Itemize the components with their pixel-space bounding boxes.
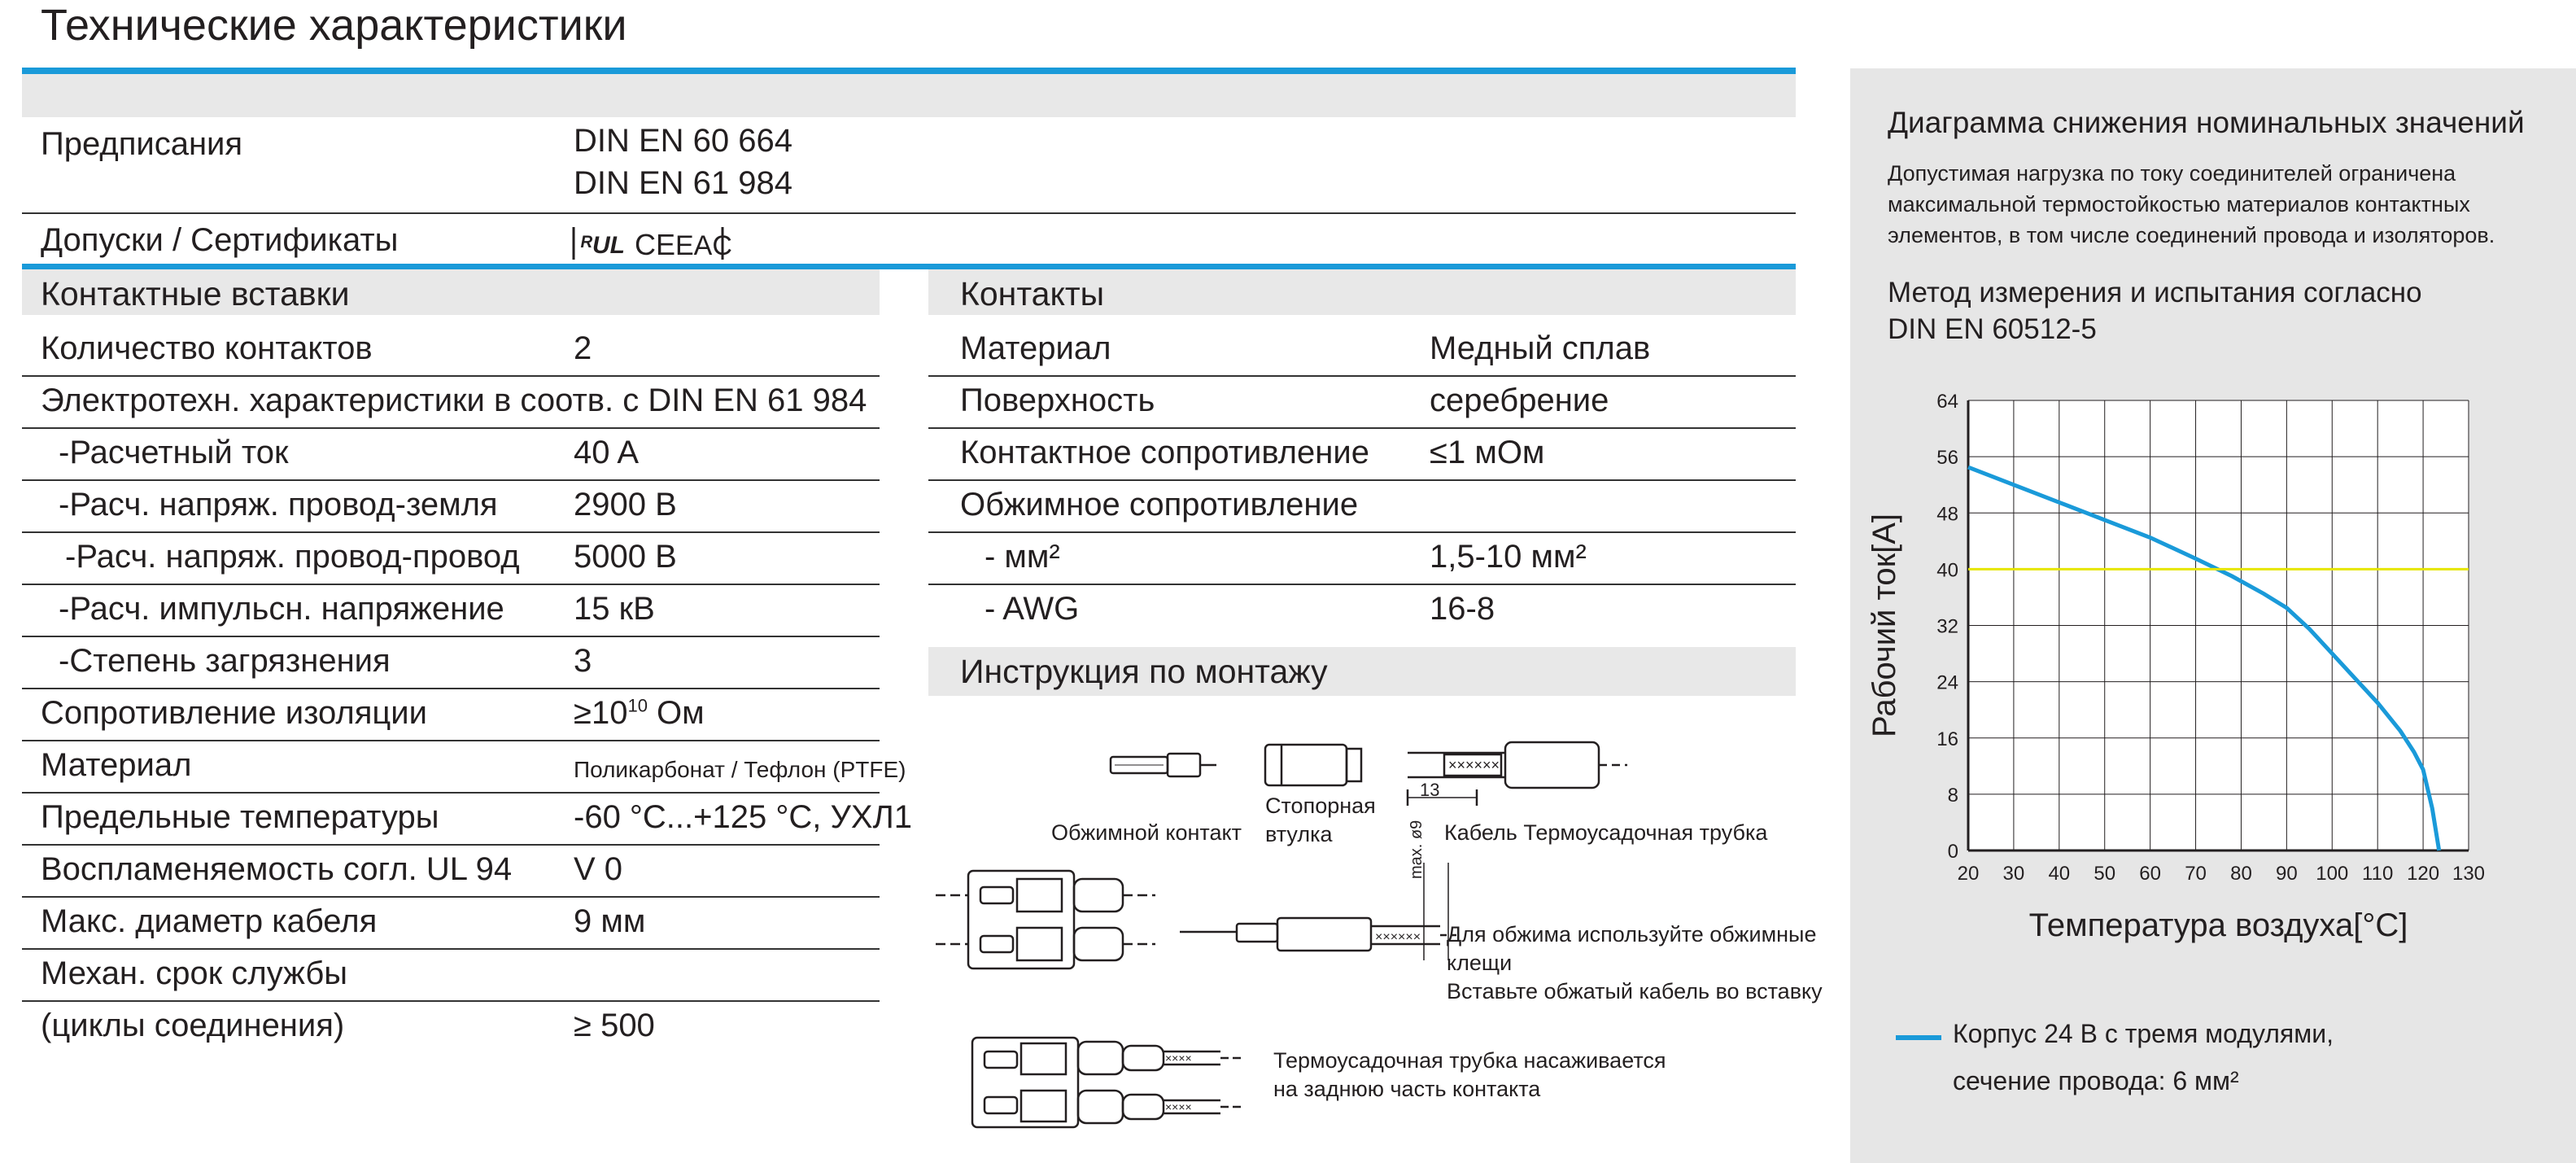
divider: [22, 688, 880, 689]
y-axis-label: Рабочий ток[A]: [1867, 513, 1902, 738]
inserts-value-10: V 0: [574, 851, 623, 887]
legend-text-2: сечение провода: 6 мм²: [1953, 1066, 2239, 1095]
label-crimp-hint-3: Вставьте обжатый кабель во вставку: [1447, 979, 1823, 1003]
cable-tube-icon: [1408, 742, 1627, 806]
divider: [22, 896, 880, 898]
svg-text:ᴿUL: ᴿUL: [579, 232, 625, 259]
connector-insert-icon: [936, 871, 1155, 968]
svg-text:CE: CE: [635, 228, 676, 261]
divider: [22, 1000, 880, 1002]
x-tick-label: 20: [1957, 863, 1980, 885]
derating-chart: [1850, 374, 2576, 960]
x-tick-label: 30: [2002, 863, 2025, 885]
inserts-label-8: Материал: [41, 747, 192, 783]
label-crimp-hint-1: Для обжима используйте обжимные: [1447, 922, 1817, 947]
inserts-value-9: -60 °C...+125 °C, УХЛ1: [574, 799, 913, 835]
divider: [928, 584, 1796, 585]
inserts-label-12: Механ. срок службы: [41, 955, 348, 991]
inserts-label-4: -Расч. напряж. провод-провод: [65, 539, 520, 575]
x-tick-label: 130: [2452, 863, 2486, 885]
inserts-label-5: -Расч. импульсн. напряжение: [59, 591, 504, 627]
derating-method-2: DIN EN 60512-5: [1888, 313, 2097, 345]
x-tick-label: 120: [2407, 863, 2440, 885]
inserts-value-8: Поликарбонат / Тефлон (PTFE): [574, 757, 906, 782]
stop-sleeve-icon: [1265, 745, 1361, 785]
inserts-label-6: -Степень загрязнения: [59, 643, 391, 679]
divider: [22, 531, 880, 533]
page-title: Технические характеристики: [41, 1, 627, 50]
y-tick-label: 16: [1936, 728, 1958, 750]
regulations-value-1: DIN EN 60 664: [574, 123, 793, 159]
y-tick-label: 56: [1936, 447, 1958, 470]
label-dim-13: 13: [1420, 780, 1440, 800]
x-tick-label: 90: [2276, 863, 2298, 885]
y-tick-label: 8: [1947, 784, 1958, 807]
y-tick-label: 40: [1936, 559, 1958, 582]
divider: [22, 844, 880, 846]
divider: [22, 375, 880, 377]
mounting-heading: Инструкция по монтажу: [960, 653, 1328, 690]
inserts-label-1: Электротехн. характеристики в соотв. с DIN EN 61 984: [41, 383, 867, 418]
divider: [22, 792, 880, 794]
label-crimp-hint-2: клещи: [1447, 951, 1513, 975]
legend-text-1: Корпус 24 B с тремя модулями,: [1953, 1019, 2334, 1048]
inserts-label-0: Количество контактов: [41, 330, 373, 366]
svg-text:××××××: ××××××: [1375, 930, 1421, 944]
svg-text:××××: ××××: [1165, 1100, 1192, 1113]
contacts-label-1: Поверхность: [960, 383, 1155, 418]
x-tick-label: 40: [2048, 863, 2071, 885]
label-stop-sleeve-2: втулка: [1265, 822, 1333, 846]
crimp-contact-icon: [1111, 754, 1216, 776]
derating-method-1: Метод измерения и испытания согласно: [1888, 277, 2422, 308]
inserts-value-11: 9 мм: [574, 903, 646, 939]
inserts-value-5: 15 кВ: [574, 591, 655, 627]
legend-line-icon: [1896, 1035, 1941, 1040]
y-tick-label: 48: [1936, 503, 1958, 526]
label-dim-max: max. ø9: [1408, 820, 1426, 879]
inserts-label-2: -Расчетный ток: [59, 435, 289, 470]
contacts-label-4: - мм²: [985, 539, 1060, 575]
y-tick-label: 0: [1947, 841, 1958, 863]
divider: [22, 740, 880, 741]
divider: [22, 427, 880, 429]
derating-desc-3: элементов, в том числе соединений провода и изоляторов.: [1888, 223, 2495, 247]
divider: [22, 636, 880, 637]
inserts-value-2: 40 A: [574, 435, 640, 470]
certification-logos: [571, 224, 732, 263]
contacts-label-2: Контактное сопротивление: [960, 435, 1369, 470]
x-tick-label: 50: [2094, 863, 2116, 885]
svg-text:××××: ××××: [1165, 1052, 1192, 1065]
contacts-value-2: ≤1 мОм: [1430, 435, 1545, 470]
derating-desc-1: Допустимая нагрузка по току соединителей ограничена: [1888, 161, 2456, 186]
header-bar: [22, 74, 1796, 117]
label-crimp-contact: Обжимной контакт: [1051, 820, 1242, 845]
inserts-heading: Контактные вставки: [41, 275, 350, 313]
label-shrink-hint-2: на заднюю часть контакта: [1273, 1077, 1541, 1101]
svg-text:××××××: ××××××: [1448, 757, 1500, 773]
inserts-value-0: 2: [574, 330, 592, 366]
regulations-value-2: DIN EN 61 984: [574, 165, 793, 201]
contacts-label-3: Обжимное сопротивление: [960, 487, 1359, 522]
derating-heading: Диаграмма снижения номинальных значений: [1888, 106, 2525, 139]
x-tick-label: 60: [2139, 863, 2161, 885]
certification-logos-icon: [571, 224, 732, 263]
assembled-connector-icon: [972, 1038, 1245, 1127]
inserts-label-3: -Расч. напряж. провод-земля: [59, 487, 498, 522]
divider: [928, 427, 1796, 429]
divider: [22, 212, 1796, 214]
divider: [22, 584, 880, 585]
inserts-value-3: 2900 В: [574, 487, 677, 522]
section-rule: [22, 264, 1796, 269]
x-tick-label: 110: [2362, 863, 2394, 885]
x-axis-label: Температура воздуха[°C]: [2028, 907, 2408, 943]
contacts-value-5: 16-8: [1430, 591, 1495, 627]
divider: [928, 375, 1796, 377]
divider: [928, 479, 1796, 481]
y-tick-label: 64: [1936, 391, 1958, 413]
contacts-value-4: 1,5-10 мм²: [1430, 539, 1587, 575]
x-tick-label: 100: [2316, 863, 2349, 885]
regulations-label: Предписания: [41, 126, 243, 162]
inserts-value-7: $\ge 10^{10}$ Ом: [574, 695, 705, 731]
svg-text:EAC: EAC: [675, 230, 732, 261]
title-rule: [22, 68, 1796, 74]
label-stop-sleeve-1: Стопорная: [1265, 794, 1376, 818]
y-tick-label: 24: [1936, 671, 1958, 694]
label-cable-tube: Кабель Термоусадочная трубка: [1444, 820, 1768, 845]
divider: [928, 531, 1796, 533]
approvals-label: Допуски / Сертификаты: [41, 222, 399, 258]
x-tick-label: 80: [2230, 863, 2252, 885]
inserts-label-13: (циклы соединения): [41, 1008, 345, 1043]
contacts-label-0: Материал: [960, 330, 1111, 366]
inserts-value-4: 5000 В: [574, 539, 677, 575]
divider: [22, 479, 880, 481]
label-shrink-hint-1: Термоусадочная трубка насаживается: [1273, 1048, 1666, 1073]
inserts-label-11: Макс. диаметр кабеля: [41, 903, 378, 939]
y-tick-label: 32: [1936, 615, 1958, 638]
derating-desc-2: максимальной термостойкостью материалов контактных: [1888, 192, 2470, 216]
x-tick-label: 70: [2185, 863, 2207, 885]
inserts-label-7: Сопротивление изоляции: [41, 695, 427, 731]
divider: [22, 948, 880, 950]
contacts-value-0: Медный сплав: [1430, 330, 1651, 366]
contacts-value-1: серебрение: [1430, 383, 1609, 418]
inserts-value-6: 3: [574, 643, 592, 679]
inserts-label-9: Предельные температуры: [41, 799, 439, 835]
inserts-value-13: ≥ 500: [574, 1008, 655, 1043]
contacts-heading: Контакты: [960, 275, 1105, 313]
inserts-label-10: Воспламеняемость согл. UL 94: [41, 851, 513, 887]
contacts-label-5: - AWG: [985, 591, 1080, 627]
